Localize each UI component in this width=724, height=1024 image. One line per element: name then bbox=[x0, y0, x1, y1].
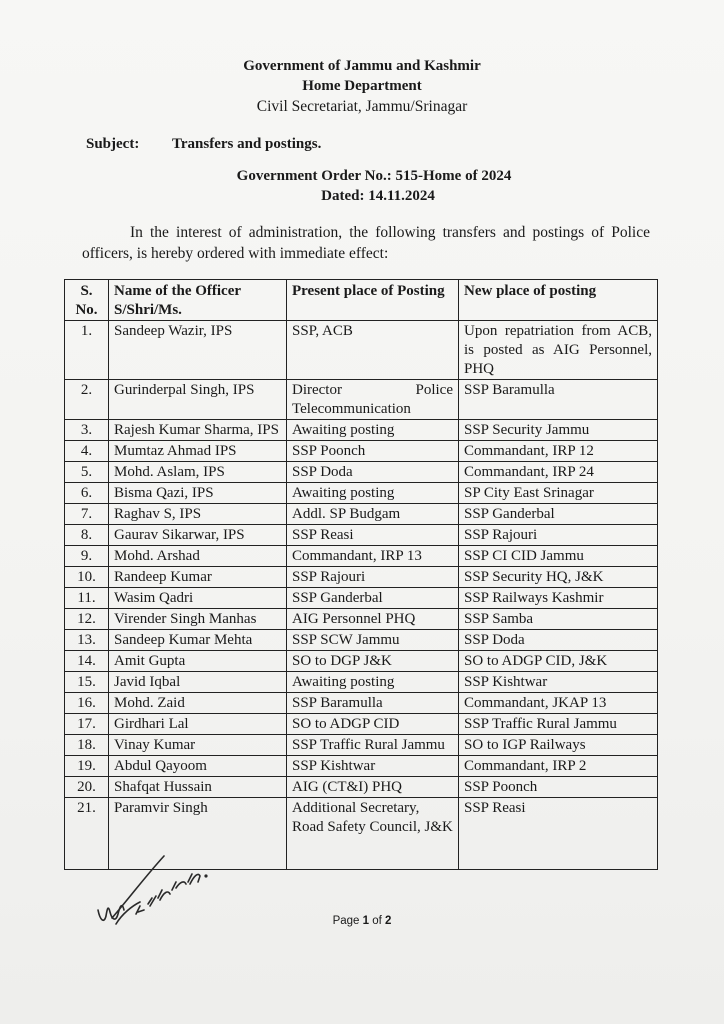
row-new-posting: SSP Rajouri bbox=[459, 525, 658, 546]
table-row bbox=[65, 321, 658, 380]
header-government: Government of Jammu and Kashmir bbox=[243, 58, 481, 74]
row-present-posting: AIG (CT&I) PHQ bbox=[287, 777, 459, 798]
page-of: of bbox=[372, 915, 382, 927]
row-present-posting: SSP Traffic Rural Jammu bbox=[287, 735, 459, 756]
row-sno: 1. bbox=[65, 321, 109, 380]
row-officer-name: Girdhari Lal bbox=[109, 714, 287, 735]
row-present-posting: SSP, ACB bbox=[287, 321, 459, 380]
row-present-posting: Awaiting posting bbox=[287, 483, 459, 504]
table-row bbox=[65, 672, 658, 693]
row-sno: 18. bbox=[65, 735, 109, 756]
row-present-posting: SSP Ganderbal bbox=[287, 588, 459, 609]
row-new-posting: SSP Security Jammu bbox=[459, 420, 658, 441]
row-officer-name: Mohd. Arshad bbox=[109, 546, 287, 567]
row-sno: 13. bbox=[65, 630, 109, 651]
table-row bbox=[65, 714, 658, 735]
row-sno: 6. bbox=[65, 483, 109, 504]
row-new-posting: SSP Kishtwar bbox=[459, 672, 658, 693]
row-sno: 7. bbox=[65, 504, 109, 525]
row-present-posting: SO to ADGP CID bbox=[287, 714, 459, 735]
row-sno: 5. bbox=[65, 462, 109, 483]
row-present-posting: SSP Rajouri bbox=[287, 567, 459, 588]
row-officer-name: Paramvir Singh bbox=[109, 798, 287, 870]
row-new-posting: SSP Samba bbox=[459, 609, 658, 630]
intro-paragraph: In the interest of administration, the following transfers and postings of Police officers, is hereby ordered with immediate effect: bbox=[82, 224, 650, 262]
row-officer-name: Virender Singh Manhas bbox=[109, 609, 287, 630]
row-officer-name: Gaurav Sikarwar, IPS bbox=[109, 525, 287, 546]
table-row bbox=[65, 651, 658, 672]
row-sno: 15. bbox=[65, 672, 109, 693]
row-new-posting: Commandant, IRP 12 bbox=[459, 441, 658, 462]
row-sno: 21. bbox=[65, 798, 109, 870]
row-new-posting: SSP Security HQ, J&K bbox=[459, 567, 658, 588]
table-row bbox=[65, 630, 658, 651]
row-new-posting: Commandant, JKAP 13 bbox=[459, 693, 658, 714]
subject-text: Transfers and postings. bbox=[172, 136, 322, 152]
table-row bbox=[65, 441, 658, 462]
row-officer-name: Mumtaz Ahmad IPS bbox=[109, 441, 287, 462]
row-sno: 2. bbox=[65, 380, 109, 420]
header-present-posting: Present place of Posting bbox=[287, 280, 459, 321]
table-row bbox=[65, 777, 658, 798]
page-current: 1 bbox=[362, 915, 370, 927]
row-officer-name: Javid Iqbal bbox=[109, 672, 287, 693]
row-new-posting: Upon repatriation from ACB, is posted as AIG Personnel, PHQ bbox=[459, 321, 658, 380]
table-row bbox=[65, 525, 658, 546]
row-officer-name: Mohd. Aslam, IPS bbox=[109, 462, 287, 483]
row-officer-name: Randeep Kumar bbox=[109, 567, 287, 588]
table-row bbox=[65, 735, 658, 756]
row-sno: 19. bbox=[65, 756, 109, 777]
subject-line bbox=[86, 136, 321, 153]
row-sno: 4. bbox=[65, 441, 109, 462]
table-row bbox=[65, 483, 658, 504]
subject-label: Subject: bbox=[86, 136, 140, 152]
row-present-posting: Awaiting posting bbox=[287, 420, 459, 441]
table-row bbox=[65, 420, 658, 441]
table-header-row bbox=[65, 280, 658, 321]
row-new-posting: SSP Ganderbal bbox=[459, 504, 658, 525]
row-sno: 14. bbox=[65, 651, 109, 672]
row-new-posting: SSP CI CID Jammu bbox=[459, 546, 658, 567]
row-sno: 3. bbox=[65, 420, 109, 441]
page-number bbox=[0, 915, 724, 927]
row-officer-name: Raghav S, IPS bbox=[109, 504, 287, 525]
row-officer-name: Sandeep Wazir, IPS bbox=[109, 321, 287, 380]
row-new-posting: SSP Baramulla bbox=[459, 380, 658, 420]
postings-table bbox=[64, 279, 658, 870]
row-present-posting: Commandant, IRP 13 bbox=[287, 546, 459, 567]
table-row bbox=[65, 546, 658, 567]
row-present-posting: SSP Poonch bbox=[287, 441, 459, 462]
table-row bbox=[65, 756, 658, 777]
page-prefix: Page bbox=[332, 915, 360, 927]
row-new-posting: SSP Doda bbox=[459, 630, 658, 651]
row-new-posting: SP City East Srinagar bbox=[459, 483, 658, 504]
row-present-posting: Additional Secretary, Road Safety Council, J&K bbox=[287, 798, 459, 870]
row-present-posting: SSP Reasi bbox=[287, 525, 459, 546]
row-new-posting: SSP Reasi bbox=[459, 798, 658, 870]
row-officer-name: Wasim Qadri bbox=[109, 588, 287, 609]
row-present-posting: Awaiting posting bbox=[287, 672, 459, 693]
table-row bbox=[65, 588, 658, 609]
row-new-posting: SSP Traffic Rural Jammu bbox=[459, 714, 658, 735]
row-sno: 17. bbox=[65, 714, 109, 735]
row-present-posting: Director Police Telecommunication bbox=[287, 380, 459, 420]
table-row bbox=[65, 693, 658, 714]
row-new-posting: SSP Poonch bbox=[459, 777, 658, 798]
row-new-posting: SO to ADGP CID, J&K bbox=[459, 651, 658, 672]
order-number: Government Order No.: 515-Home of 2024 bbox=[236, 168, 512, 184]
row-officer-name: Bisma Qazi, IPS bbox=[109, 483, 287, 504]
row-present-posting: Addl. SP Budgam bbox=[287, 504, 459, 525]
row-present-posting: SSP Doda bbox=[287, 462, 459, 483]
row-officer-name: Gurinderpal Singh, IPS bbox=[109, 380, 287, 420]
row-officer-name: Vinay Kumar bbox=[109, 735, 287, 756]
row-present-posting: AIG Personnel PHQ bbox=[287, 609, 459, 630]
row-sno: 16. bbox=[65, 693, 109, 714]
row-sno: 8. bbox=[65, 525, 109, 546]
table-row bbox=[65, 567, 658, 588]
row-officer-name: Mohd. Zaid bbox=[109, 693, 287, 714]
table-row bbox=[65, 609, 658, 630]
row-sno: 10. bbox=[65, 567, 109, 588]
table-row bbox=[65, 504, 658, 525]
row-new-posting: Commandant, IRP 24 bbox=[459, 462, 658, 483]
row-present-posting: SSP SCW Jammu bbox=[287, 630, 459, 651]
page-total: 2 bbox=[385, 915, 392, 927]
row-officer-name: Abdul Qayoom bbox=[109, 756, 287, 777]
row-sno: 11. bbox=[65, 588, 109, 609]
row-new-posting: SO to IGP Railways bbox=[459, 735, 658, 756]
row-sno: 20. bbox=[65, 777, 109, 798]
header-department: Home Department bbox=[302, 78, 422, 94]
row-officer-name: Shafqat Hussain bbox=[109, 777, 287, 798]
header-new-posting: New place of posting bbox=[459, 280, 658, 321]
header-officer-name: Name of the Officer S/Shri/Ms. bbox=[109, 280, 287, 321]
row-new-posting: SSP Railways Kashmir bbox=[459, 588, 658, 609]
header-sno: S. No. bbox=[65, 280, 109, 321]
table-row bbox=[65, 380, 658, 420]
row-present-posting: SSP Baramulla bbox=[287, 693, 459, 714]
row-officer-name: Amit Gupta bbox=[109, 651, 287, 672]
row-sno: 9. bbox=[65, 546, 109, 567]
row-present-posting: SO to DGP J&K bbox=[287, 651, 459, 672]
header-address: Civil Secretariat, Jammu/Srinagar bbox=[256, 98, 468, 115]
order-date: Dated: 14.11.2024 bbox=[321, 188, 435, 204]
row-new-posting: Commandant, IRP 2 bbox=[459, 756, 658, 777]
row-sno: 12. bbox=[65, 609, 109, 630]
table-row bbox=[65, 462, 658, 483]
row-officer-name: Sandeep Kumar Mehta bbox=[109, 630, 287, 651]
row-present-posting: SSP Kishtwar bbox=[287, 756, 459, 777]
row-officer-name: Rajesh Kumar Sharma, IPS bbox=[109, 420, 287, 441]
